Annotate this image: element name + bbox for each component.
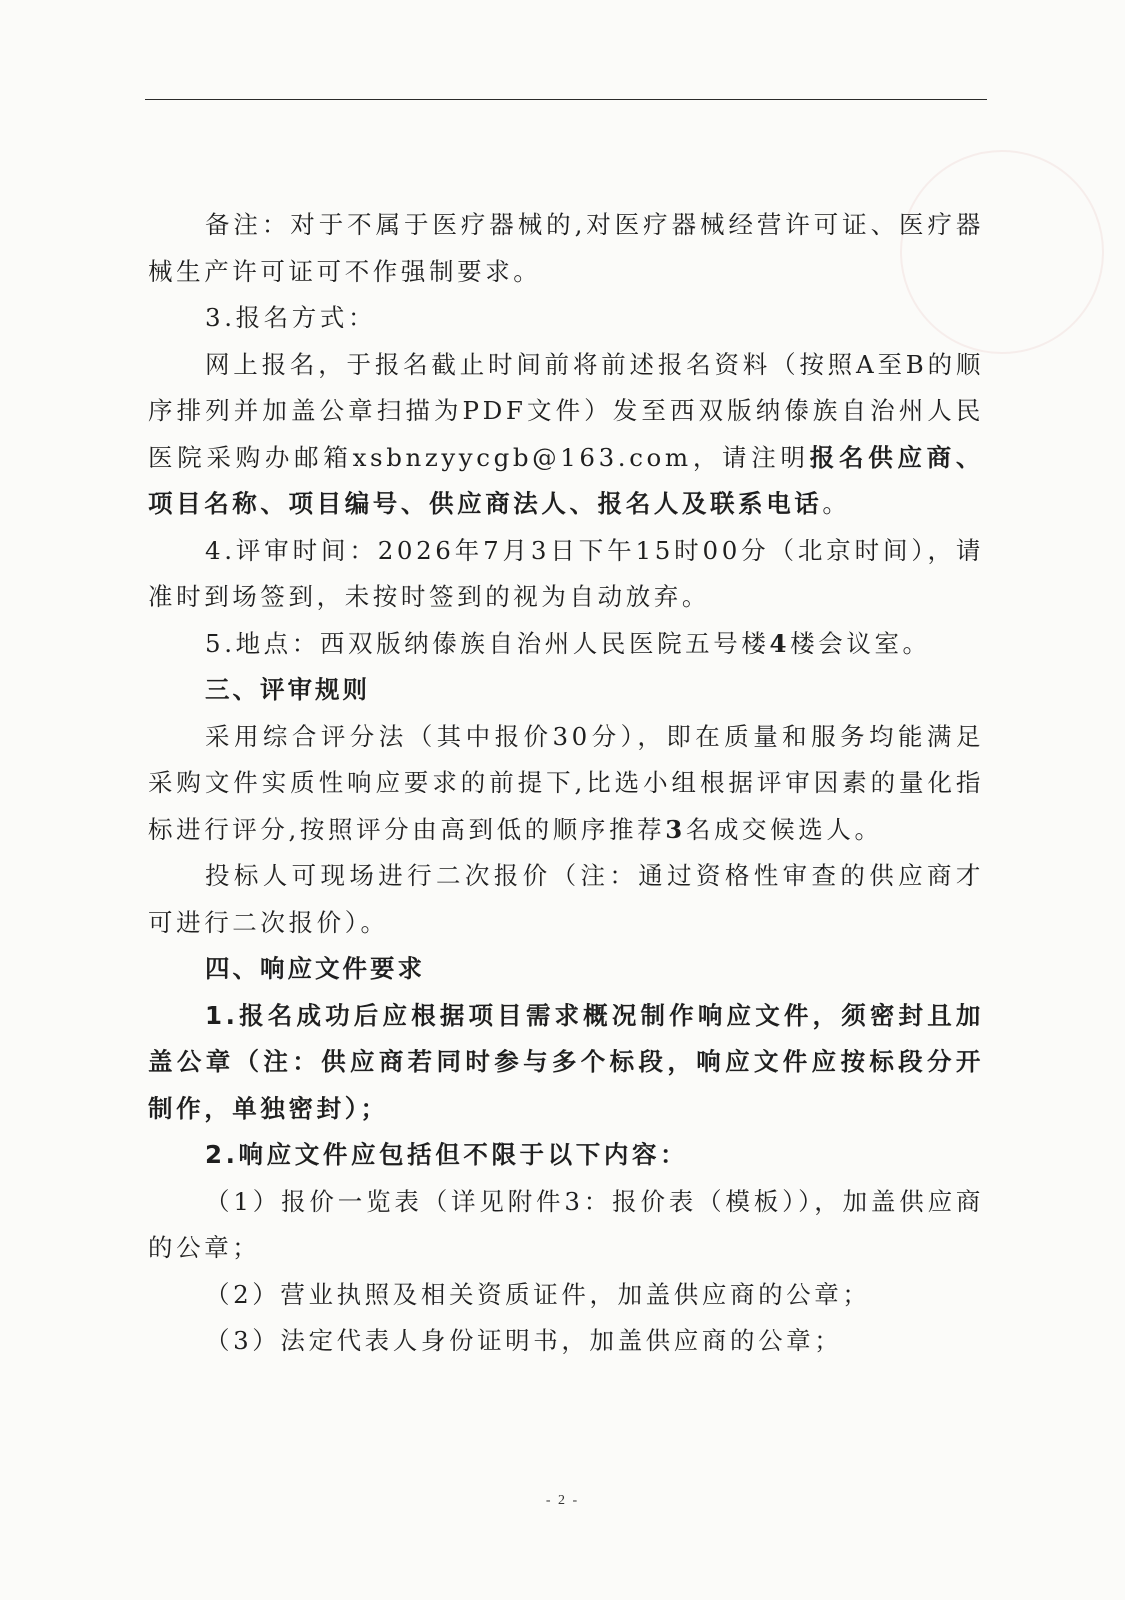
- requirement-item-2: （2）营业执照及相关资质证件，加盖供应商的公章；: [205, 1279, 871, 1309]
- section-3-end: 。: [822, 489, 851, 518]
- note-paragraph: 备注：对于不属于医疗器械的,对医疗器械经营许可证、医疗器械生产许可证可不作强制要求。: [148, 210, 984, 286]
- review-rules-text-end: 名成交候选人。: [685, 814, 883, 844]
- section-3-body: [148, 342, 984, 528]
- section-5-text: 5.地点：西双版纳傣族自治州人民医院五号楼: [205, 628, 770, 658]
- heading-review-rules: 三、评审规则: [205, 675, 370, 704]
- heading-response-documents: 四、响应文件要求: [205, 954, 425, 983]
- section-3-bold-requirements: 报名供应商、项目名称、项目编号、供应商法人、报名人及联系电话: [148, 442, 984, 518]
- document-body: [148, 202, 984, 1365]
- section-3-title: 3.报名方式：: [205, 303, 377, 332]
- section-4-review-time: 4.评审时间：2026年7月3日下午15时00分（北京时间），请准时到场签到，未按时签到的视为自动放弃。: [148, 535, 984, 611]
- section-5-location: [148, 621, 984, 668]
- requirement-item-1: （1）报价一览表（详见附件3：报价表（模板）），加盖供应商的公章；: [148, 1186, 984, 1262]
- requirement-2: 2.响应文件应包括但不限于以下内容：: [205, 1140, 689, 1169]
- second-quote-paragraph: 投标人可现场进行二次报价（注：通过资格性审查的供应商才可进行二次报价）。: [148, 861, 984, 937]
- section-3-text: 网上报名，于报名截止时间前将前述报名资料（按照A至B的顺序排列并加盖公章扫描为PDF文件）发至西双版纳傣族自治州人民医院采购办邮箱xsbnzyycgb@163.com，请注明: [148, 349, 984, 472]
- review-rules-count: 3: [665, 814, 686, 844]
- review-rules-text: 采用综合评分法（其中报价30分），即在质量和服务均能满足采购文件实质性响应要求的前提下,比选小组根据评审因素的量化指标进行评分,按照评分由高到低的顺序推荐: [148, 721, 984, 844]
- requirement-item-3: （3）法定代表人身份证明书，加盖供应商的公章；: [205, 1326, 843, 1355]
- review-rules-paragraph: [148, 714, 984, 854]
- section-5-text-end: 楼会议室。: [790, 628, 931, 658]
- section-5-floor: 4: [769, 628, 791, 658]
- header-rule: [145, 99, 987, 100]
- page-number: - 2 -: [545, 1493, 580, 1508]
- requirement-1: 1.报名成功后应根据项目需求概况制作响应文件，须密封且加盖公章（注：供应商若同时参与多个标段，响应文件应按标段分开制作，单独密封）；: [148, 1000, 984, 1123]
